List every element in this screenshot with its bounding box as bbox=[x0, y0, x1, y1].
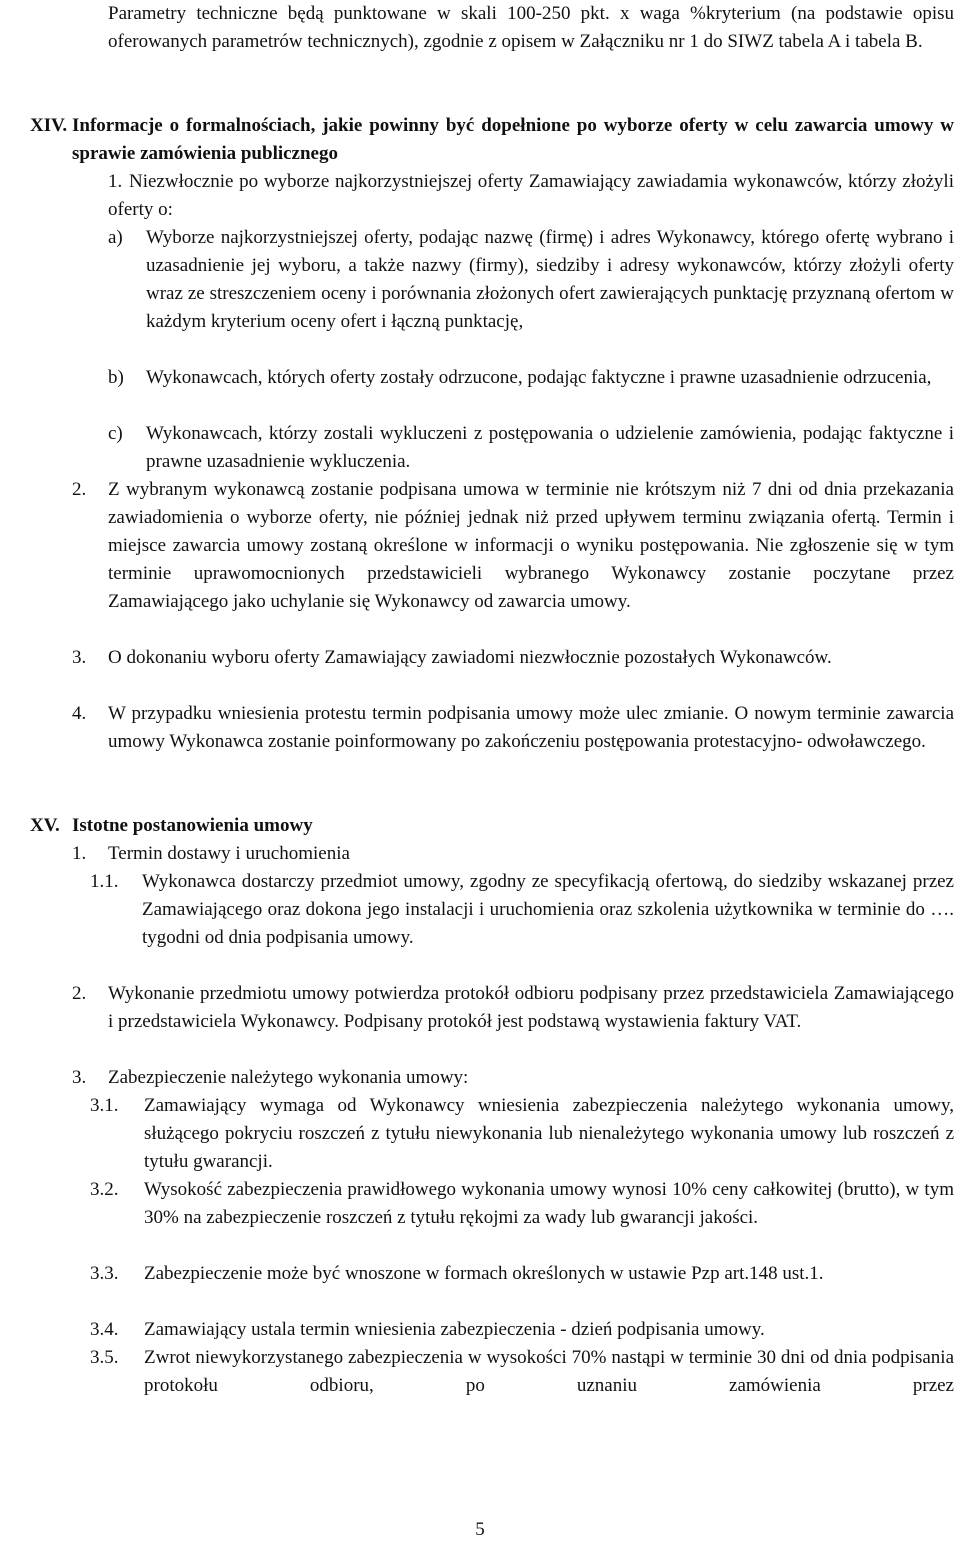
s14-item-1-text: Niezwłocznie po wyborze najkorzystniejszej oferty Zamawiający zawiadamia wykonawców, którzy złożyli oferty o: bbox=[108, 171, 954, 220]
s15-item-3-1-number: 3.1. bbox=[90, 1095, 119, 1116]
s14-item-1-number: 1. bbox=[108, 171, 123, 192]
s14-item-1b-label: b) bbox=[108, 367, 124, 388]
s15-item-3-text: Zabezpieczenie należytego wykonania umowy: bbox=[108, 1067, 469, 1088]
s14-item-1a-text: Wyborze najkorzystniejszej oferty, podając nazwę (firmę) i adres Wykonawcy, którego ofertę wybrano i uzasadnienie jej wyboru, a także nazwy (firmy), siedziby i adresy wykonawców, którzy złożyli oferty wraz ze streszczeniem oceny i porównania złożonych ofert zawierających punktację przyznaną ofertom w każdym kryterium oceny ofert i łączną punktację, bbox=[146, 227, 954, 332]
s14-item-2-text: Z wybranym wykonawcą zostanie podpisana umowa w terminie nie krótszym niż 7 dni od dnia przekazania zawiadomienia o wyborze oferty, nie później jednak niż przed upływem terminu związania ofertą. Termin i miejsce zawarcia umowy zostaną określone w informacji o wyniku postępowania. Nie zgłoszenie się w tym terminie uprawomocnionych przedstawicieli wybranego Wykonawcy zostanie poczytane przez Zamawiającego jako uchylanie się Wykonawcy od zawarcia umowy. bbox=[108, 479, 954, 612]
s15-item-3-1-text: Zamawiający wymaga od Wykonawcy wniesienia zabezpieczenia należytego wykonania umowy, służącego pokryciu roszczeń z tytułu niewykonania lub nienależytego wykonania umowy lub roszczeń z tytułu gwarancji. bbox=[144, 1095, 954, 1172]
s15-item-1-number: 1. bbox=[72, 843, 87, 864]
section-15-title: Istotne postanowienia umowy bbox=[72, 815, 313, 836]
s15-item-3-2-text: Wysokość zabezpieczenia prawidłowego wykonania umowy wynosi 10% ceny całkowitej (brutto), w tym 30% na zabezpieczenie roszczeń z tytułu rękojmi za wady lub gwarancji jakości. bbox=[144, 1179, 954, 1228]
s15-item-1-text: Termin dostawy i uruchomienia bbox=[108, 843, 350, 864]
s14-item-4-text: W przypadku wniesienia protestu termin podpisania umowy może ulec zmianie. O nowym terminie zawarcia umowy Wykonawca zostanie poinformowany po zakończeniu postępowania protestacyjno- odwoławczego. bbox=[108, 703, 954, 752]
section-14-number: XIV. bbox=[30, 115, 68, 136]
s15-item-3-4-text: Zamawiający ustala termin wniesienia zabezpieczenia - dzień podpisania umowy. bbox=[144, 1319, 765, 1340]
s15-item-2-text: Wykonanie przedmiotu umowy potwierdza protokół odbioru podpisany przez przedstawiciela Zamawiającego i przedstawiciela Wykonawcy. Podpisany protokół jest podstawą wystawienia faktury VAT. bbox=[108, 983, 954, 1032]
s14-item-1c-text: Wykonawcach, którzy zostali wykluczeni z postępowania o udzielenie zamówienia, podając faktyczne i prawne uzasadnienie wykluczenia. bbox=[146, 423, 954, 472]
page-number: 5 bbox=[475, 1519, 485, 1540]
s15-item-3-3-text: Zabezpieczenie może być wnoszone w formach określonych w ustawie Pzp art.148 ust.1. bbox=[144, 1263, 824, 1284]
section-14-title: Informacje o formalnościach, jakie powinny być dopełnione po wyborze oferty w celu zawarcia umowy w sprawie zamówienia publicznego bbox=[72, 115, 954, 164]
s15-item-1-1-text: Wykonawca dostarczy przedmiot umowy, zgodny ze specyfikacją ofertową, do siedziby wskazanej przez Zamawiającego oraz dokona jego instalacji i uruchomienia oraz szkolenia użytkownika w terminie do …. tygodni od dnia podpisania umowy. bbox=[142, 871, 954, 948]
s14-item-2-number: 2. bbox=[72, 479, 87, 500]
s14-item-3-text: O dokonaniu wyboru oferty Zamawiający zawiadomi niezwłocznie pozostałych Wykonawców. bbox=[108, 647, 832, 668]
s15-item-3-5-number: 3.5. bbox=[90, 1347, 119, 1368]
intro-paragraph: Parametry techniczne będą punktowane w skali 100-250 pkt. x waga %kryterium (na podstawie opisu oferowanych parametrów technicznych), zgodnie z opisem w Załączniku nr 1 do SIWZ tabela A i tabela B. bbox=[108, 3, 954, 52]
s15-item-1-1-number: 1.1. bbox=[90, 871, 119, 892]
s15-item-3-4-number: 3.4. bbox=[90, 1319, 119, 1340]
s14-item-3-number: 3. bbox=[72, 647, 87, 668]
s14-item-1c-label: c) bbox=[108, 423, 123, 444]
s15-item-3-3-number: 3.3. bbox=[90, 1263, 119, 1284]
s15-item-3-number: 3. bbox=[72, 1067, 87, 1088]
s15-item-3-2-number: 3.2. bbox=[90, 1179, 119, 1200]
s15-item-3-5-text: Zwrot niewykorzystanego zabezpieczenia w wysokości 70% nastąpi w terminie 30 dni od dnia podpisania protokołu odbioru, po uznaniu zamówienia przez bbox=[144, 1347, 954, 1396]
section-15-number: XV. bbox=[30, 815, 60, 836]
s14-item-1b-text: Wykonawcach, których oferty zostały odrzucone, podając faktyczne i prawne uzasadnienie odrzucenia, bbox=[146, 367, 932, 388]
s15-item-2-number: 2. bbox=[72, 983, 87, 1004]
s14-item-4-number: 4. bbox=[72, 703, 87, 724]
s14-item-1a-label: a) bbox=[108, 227, 123, 248]
